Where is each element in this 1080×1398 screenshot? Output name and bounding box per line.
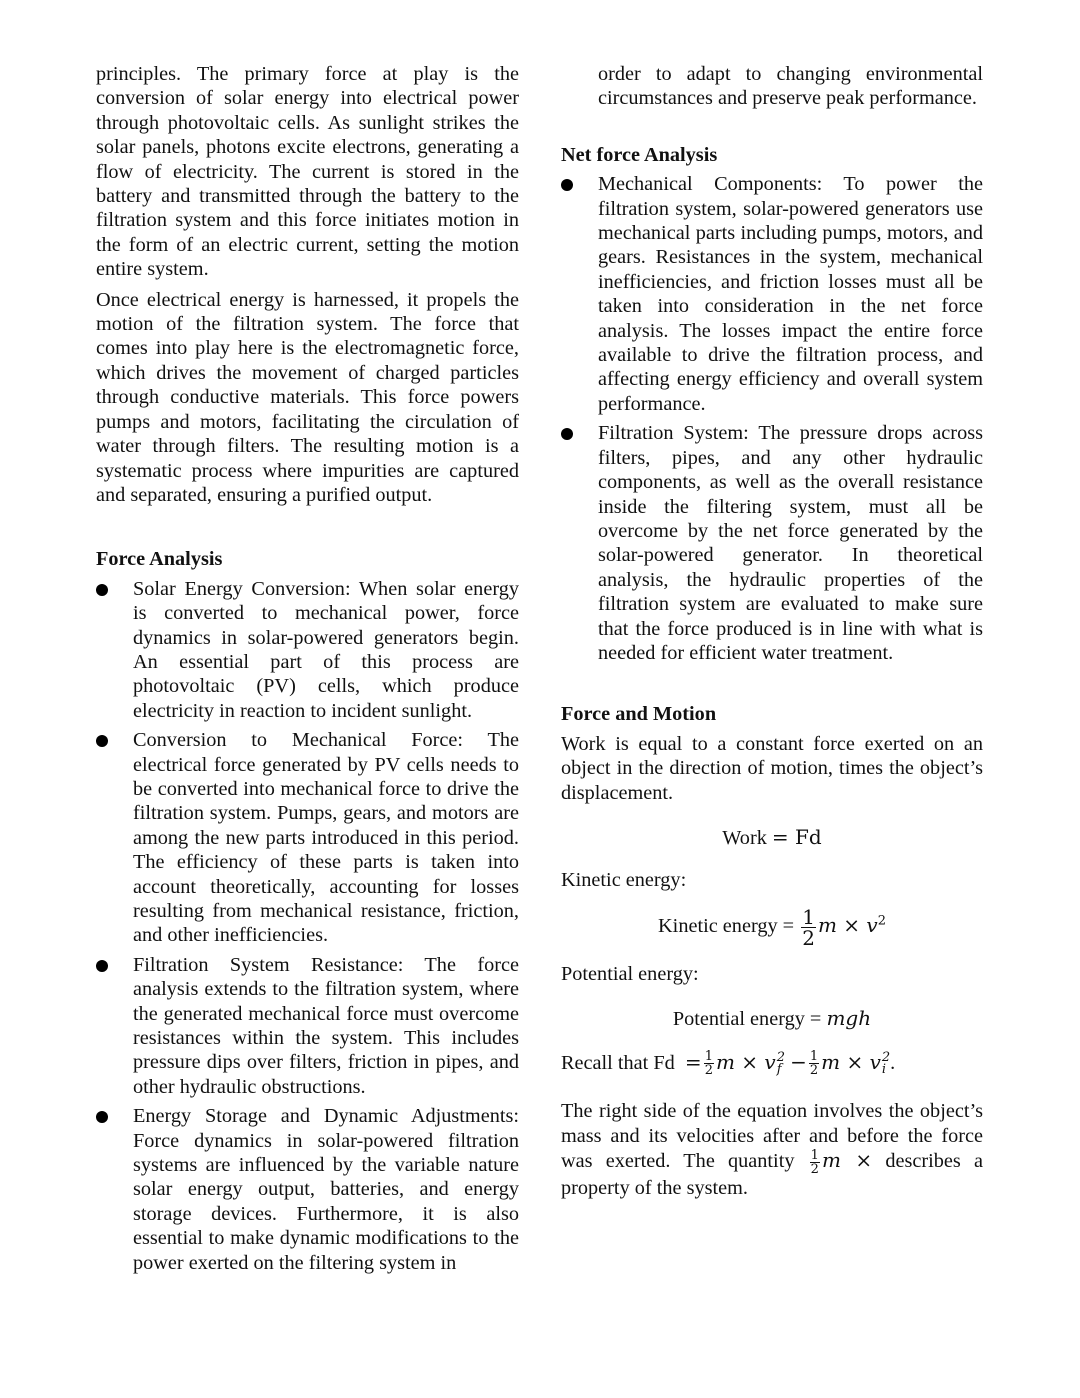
bullet-icon <box>96 960 108 972</box>
bullet-icon <box>96 584 108 596</box>
bullet-icon <box>561 428 573 440</box>
right-column <box>561 62 983 1201</box>
list-item: Energy Storage and Dynamic Adjustments: Force dynamics in solar-powered filtration systems are influenced by the variable nature solar energy output, batteries, and energy storage devices. Furthermore, it is also essential to make dynamic modifications to the power exerted on the filtering system in <box>96 1104 519 1275</box>
paragraph-continuation: order to adapt to changing environmental circumstances and preserve peak performance. <box>598 63 983 110</box>
fraction-one-half: $\frac{1}{2}$ <box>810 1148 819 1178</box>
list-item: Mechanical Components: To power the filtration system, solar-powered generators use mechanical parts including pumps, motors, and gears. Resistances in the system, mechanical inefficiencies, and friction losses must all be taken into consideration in the net force analysis. The losses impact the entire force available to drive the filtration process, and affecting energy efficiency and overall system performance. <box>561 172 983 416</box>
heading-force-analysis: Force Analysis <box>96 548 223 571</box>
left-column <box>96 62 519 1280</box>
fraction-one-half: $\frac{1}{2}$ <box>802 904 815 950</box>
equation-work: Work = Fd <box>722 824 822 849</box>
equation-potential-energy: Potential energy = mgh <box>672 1006 872 1031</box>
heading-net-force-analysis: Net force Analysis <box>561 143 718 166</box>
net-force-list <box>561 172 983 665</box>
label-potential-energy: Potential energy: <box>561 962 699 985</box>
paragraph-work-definition: Work is equal to a constant force exerted on an object in the direction of motion, times the object’s displacement. <box>561 732 983 804</box>
label-kinetic-energy: Kinetic energy: <box>561 869 687 892</box>
heading-force-and-motion: Force and Motion <box>561 703 717 726</box>
bullet-icon <box>96 1111 108 1123</box>
list-item: Solar Energy Conversion: When solar energy is converted to mechanical power, force dynamics in solar-powered generators begin. An essential part of this process are photovoltaic (PV) cells, which produce electricity in reaction to incident sunlight. <box>96 577 519 723</box>
list-item: Filtration System Resistance: The force analysis extends to the filtration system, where the generated mechanical force must overcome resistances within the system. This includes pressure dips over filters, friction in pipes, and other hydraulic obstructions. <box>96 953 519 1099</box>
bullet-icon <box>96 735 108 747</box>
paragraph-principles: principles. The primary force at play is the conversion of solar energy into electrical power through photovoltaic cells. As sunlight strikes the solar panels, photons excite electrons, generating a flow of electricity. The current is stored in the battery and transmitted through the battery to the filtration system and this force initiates motion in the form of an electric current, setting the motion entire system. <box>96 63 519 281</box>
list-item: Filtration System: The pressure drops across filters, pipes, and any other hydraulic components, as well as the overall resistance inside the filtering system, must all be overcome by the net force generated by the solar-powered generator. In theoretical analysis, the hydraulic properties of the filtration system are evaluated to make sure that the force produced is in line with what is needed for efficient water treatment. <box>561 421 983 665</box>
equation-kinetic-energy: Kinetic energy = $\frac{1}{2}$ $m \times v^2$ <box>658 904 886 950</box>
force-analysis-list <box>96 577 519 1275</box>
fraction-one-half: $\frac{1}{2}$ <box>809 1049 819 1079</box>
bullet-icon <box>561 179 573 191</box>
fraction-one-half: $\frac{1}{2}$ <box>704 1049 713 1079</box>
equation-work-energy: Recall that Fd = $\frac{1}{2}$ m × v 2 f − $\frac{1}{2}$ m × v 2 i . <box>561 1049 896 1079</box>
paragraph-final: The right side of the equation involves the object’s mass and its velocities after and before the force was exerted. The quantity $\frac{1}{2}$ m × describes a property of the system. <box>561 1100 983 1200</box>
paragraph-electrical-energy: Once electrical energy is harnessed, it propels the motion of the filtration system. The force that comes into play here is the electromagnetic force, which drives the movement of charged particles through conductive materials. This force powers pumps and motors, facilitating the circulation of water through filters. The resulting motion is a systematic process where impurities are captured and separated, ensuring a purified output. <box>96 288 519 506</box>
list-item: Conversion to Mechanical Force: The electrical force generated by PV cells needs to be converted into mechanical force to drive the filtration system. Pumps, gears, and motors are among the new parts introduced in this period. The efficiency of these parts is taken into account theoretically, accounting for losses resulting from mechanical resistance, friction, and other inefficiencies. <box>96 728 519 948</box>
